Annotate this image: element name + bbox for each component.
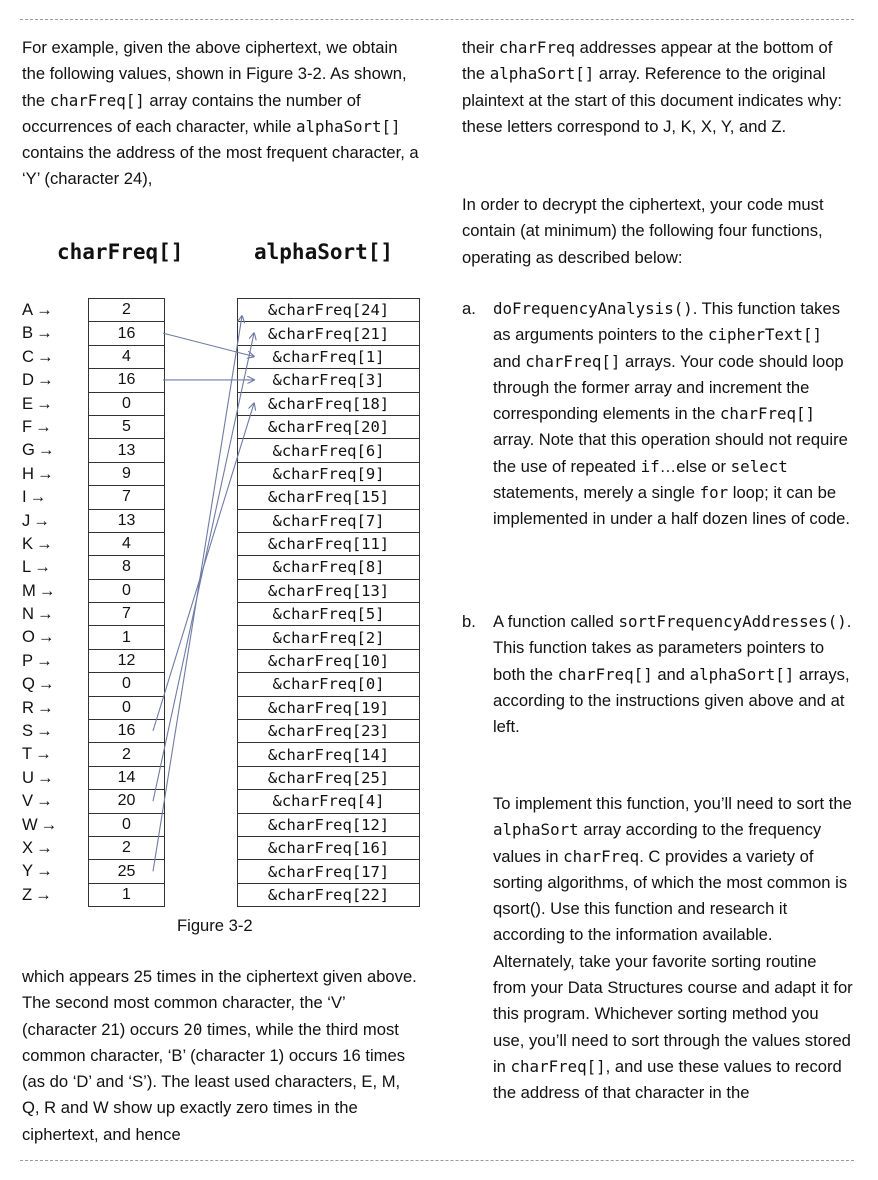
charfreq-cell: 0 bbox=[89, 673, 165, 696]
arrow-right-icon: → bbox=[40, 814, 58, 834]
item-do-frequency-analysis bbox=[493, 296, 853, 533]
letter: B bbox=[22, 323, 34, 343]
text-run: which appears 25 times in the ciphertext given above. The second most common character, the ‘V’ (character 21) occurs bbox=[22, 967, 417, 1039]
text-run: array according to the frequency values in bbox=[493, 820, 822, 866]
text-run: their bbox=[462, 38, 499, 57]
text-run: array. Note that this operation should not require the use of repeated bbox=[493, 430, 848, 476]
letter: S bbox=[22, 721, 34, 741]
letter: J bbox=[22, 510, 31, 530]
code-term: charFreq[] bbox=[719, 404, 816, 424]
alphasort-cell: &charFreq[0] bbox=[238, 673, 420, 696]
code-term: charFreq[] bbox=[525, 351, 621, 371]
charfreq-cell: 4 bbox=[89, 345, 165, 368]
arrow-right-icon: → bbox=[36, 346, 54, 366]
arrow-right-icon: → bbox=[36, 604, 54, 624]
alphasort-cell: &charFreq[24] bbox=[238, 299, 420, 322]
code-term: cipherText[] bbox=[707, 325, 823, 345]
arrow-right-icon: → bbox=[36, 650, 53, 670]
code-term: charFreq[] bbox=[557, 664, 653, 684]
text-run: loop; it can be implemented in under a half dozen lines of code. bbox=[493, 483, 850, 529]
arrow-right-icon: → bbox=[36, 370, 54, 390]
arrow-right-icon: → bbox=[36, 323, 53, 343]
alphasort-cell: &charFreq[21] bbox=[238, 322, 420, 345]
text-run: and bbox=[493, 351, 526, 371]
charfreq-cell: 8 bbox=[89, 556, 165, 579]
text-run: arrays, according to the instructions given above and at left. bbox=[493, 664, 850, 737]
charfreq-heading: charFreq[] bbox=[57, 240, 184, 264]
letter: T bbox=[22, 744, 33, 764]
alphasort-cell: &charFreq[13] bbox=[238, 579, 420, 602]
alphasort-cell: &charFreq[3] bbox=[238, 369, 420, 392]
code-term: charFreq[] bbox=[510, 1056, 606, 1076]
alphasort-cell: &charFreq[16] bbox=[238, 836, 420, 859]
text-run: addresses appear at the bottom of the bbox=[462, 38, 833, 84]
paragraph-bottom-addresses bbox=[462, 35, 854, 140]
letter: L bbox=[22, 557, 32, 577]
code-term: select bbox=[730, 456, 788, 476]
alphasort-cell: &charFreq[5] bbox=[238, 603, 420, 626]
code-term: alphaSort[] bbox=[689, 664, 795, 684]
letter: Z bbox=[22, 884, 33, 904]
letter: P bbox=[22, 650, 34, 670]
pointer-arrow bbox=[163, 333, 254, 356]
arrow-right-icon: → bbox=[37, 627, 55, 647]
text-run: times, while the third most common character, ‘B’ (character 1) occurs 16 times (as do ‘D’ and ‘S’). The least used characters, E, M, Q, R and W show up exactly zero times in the ciphertext, and hence bbox=[22, 1019, 406, 1144]
alphasort-cell: &charFreq[10] bbox=[238, 649, 420, 672]
alphasort-cell: &charFreq[2] bbox=[238, 626, 420, 649]
charfreq-cell: 0 bbox=[89, 813, 165, 836]
alphasort-cell: &charFreq[18] bbox=[238, 392, 420, 415]
list-label-a: a. bbox=[462, 299, 476, 318]
code-term: sortFrequencyAddresses() bbox=[618, 612, 847, 631]
letter: C bbox=[22, 346, 34, 366]
code-term: for bbox=[699, 483, 729, 503]
letter: U bbox=[22, 767, 34, 787]
charfreq-cell: 16 bbox=[89, 322, 165, 345]
alphasort-cell: &charFreq[22] bbox=[238, 883, 420, 906]
alphasort-cell: &charFreq[1] bbox=[238, 345, 420, 368]
code-term: alphaSort[] bbox=[295, 116, 401, 136]
alphasort-cell: &charFreq[19] bbox=[238, 696, 420, 719]
text-run: statements, merely a single bbox=[493, 483, 700, 503]
text-run: In order to decrypt the ciphertext, your code must contain (at minimum) the following four functions, operating as described below: bbox=[462, 195, 824, 267]
letter: Q bbox=[22, 674, 35, 694]
arrow-right-icon: → bbox=[35, 416, 52, 436]
code-term: alphaSort bbox=[493, 820, 579, 840]
charfreq-cell: 4 bbox=[89, 532, 165, 555]
code-term: if bbox=[640, 456, 660, 476]
charfreq-cell: 7 bbox=[89, 486, 165, 509]
item-sort-implementation-notes bbox=[493, 791, 853, 1107]
arrow-right-icon: → bbox=[35, 884, 52, 904]
arrow-right-icon: → bbox=[38, 580, 56, 600]
arrow-right-icon: → bbox=[29, 487, 47, 507]
item-sort-frequency-addresses bbox=[493, 609, 853, 740]
list-label-b: b. bbox=[462, 612, 476, 631]
pointer-arrow bbox=[153, 316, 242, 871]
text-run: For example, given the above ciphertext, we obtain the following values, shown in Figure 3-2. As shown, the bbox=[22, 38, 407, 110]
arrow-right-icon: → bbox=[34, 557, 51, 577]
arrow-right-icon: → bbox=[37, 440, 55, 460]
alphasort-cell: &charFreq[17] bbox=[238, 860, 420, 883]
code-term: charFreq bbox=[563, 846, 640, 866]
text-run: . This function takes as parameters pointers to both the bbox=[493, 612, 852, 684]
letter: I bbox=[22, 487, 27, 507]
text-run: . C provides a variety of sorting algorithms, of which the most common is qsort(). Use this function and research it according to the information available. Alternately, take your favorite sorting routine from your Data Structures course and adapt it for this program. Whichever sorting method you use, you’ll need to sort through the values stored in bbox=[493, 846, 853, 1076]
arrow-right-icon: → bbox=[35, 744, 52, 764]
arrow-right-icon: → bbox=[36, 393, 53, 413]
alphasort-cell: &charFreq[14] bbox=[238, 743, 420, 766]
letter: D bbox=[22, 370, 34, 390]
charfreq-cell: 7 bbox=[89, 603, 165, 626]
alphasort-cell: &charFreq[20] bbox=[238, 415, 420, 438]
arrow-right-icon: → bbox=[36, 721, 53, 741]
charfreq-cell: 16 bbox=[89, 369, 165, 392]
text-run: …else or bbox=[659, 456, 731, 476]
alphasort-cell: &charFreq[11] bbox=[238, 532, 420, 555]
letter: E bbox=[22, 393, 34, 413]
charfreq-cell: 20 bbox=[89, 790, 165, 813]
code-term: doFrequencyAnalysis() bbox=[493, 299, 693, 318]
alphasort-heading: alphaSort[] bbox=[254, 240, 394, 264]
alphasort-cell: &charFreq[4] bbox=[238, 790, 420, 813]
charfreq-cell: 13 bbox=[89, 439, 165, 462]
alphasort-cell: &charFreq[9] bbox=[238, 462, 420, 485]
arrow-right-icon: → bbox=[36, 767, 54, 787]
letter: O bbox=[22, 627, 35, 647]
charfreq-cell: 1 bbox=[89, 883, 165, 906]
charfreq-cell: 1 bbox=[89, 626, 165, 649]
text-run: and bbox=[652, 664, 690, 684]
letter: G bbox=[22, 440, 35, 460]
alphasort-cell: &charFreq[7] bbox=[238, 509, 420, 532]
arrow-right-icon: → bbox=[37, 674, 55, 694]
charfreq-cell: 16 bbox=[89, 720, 165, 743]
arrow-right-icon: → bbox=[36, 463, 54, 483]
letter: A bbox=[22, 300, 34, 319]
arrow-right-icon: → bbox=[36, 837, 53, 857]
text-run: To implement this function, you’ll need to sort the bbox=[493, 794, 852, 813]
charfreq-cell: 2 bbox=[89, 836, 165, 859]
arrow-right-icon: → bbox=[33, 510, 50, 530]
text-run: , and use these values to record the address of that character in the bbox=[493, 1056, 842, 1103]
text-run: . This function takes as arguments pointers to the bbox=[493, 299, 841, 345]
arrow-right-icon: → bbox=[36, 300, 53, 319]
charfreq-cell: 0 bbox=[89, 392, 165, 415]
paragraph-frequency-explanation bbox=[22, 964, 422, 1148]
charfreq-cell: 13 bbox=[89, 509, 165, 532]
arrow-right-icon: → bbox=[36, 697, 54, 717]
alphasort-cell: &charFreq[23] bbox=[238, 720, 420, 743]
charfreq-cell: 9 bbox=[89, 462, 165, 485]
letter: M bbox=[22, 580, 36, 600]
letter: R bbox=[22, 697, 34, 717]
letter: X bbox=[22, 837, 34, 857]
charfreq-cell: 2 bbox=[89, 299, 165, 322]
alphasort-cell: &charFreq[6] bbox=[238, 439, 420, 462]
code-term: charFreq bbox=[498, 38, 575, 57]
paragraph-required-functions bbox=[462, 192, 854, 271]
arrow-right-icon: → bbox=[36, 533, 53, 553]
charfreq-cell: 0 bbox=[89, 579, 165, 602]
letter: Y bbox=[22, 861, 34, 881]
figure-caption: Figure 3-2 bbox=[177, 916, 253, 935]
letter: W bbox=[22, 814, 38, 834]
charfreq-cell: 12 bbox=[89, 649, 165, 672]
letter: V bbox=[22, 791, 34, 811]
letter: K bbox=[22, 533, 34, 553]
charfreq-cell: 25 bbox=[89, 860, 165, 883]
arrow-right-icon: → bbox=[36, 861, 53, 881]
alphasort-cell: &charFreq[8] bbox=[238, 556, 420, 579]
letter: F bbox=[22, 416, 33, 436]
code-term: alphaSort[] bbox=[489, 64, 595, 84]
text-run: array contains the number of occurrences of each character, while bbox=[22, 90, 361, 136]
letter: N bbox=[22, 604, 34, 624]
alphasort-cell: &charFreq[12] bbox=[238, 813, 420, 836]
charfreq-cell: 2 bbox=[89, 743, 165, 766]
code-term: charFreq[] bbox=[49, 90, 145, 110]
charfreq-cell: 5 bbox=[89, 415, 165, 438]
code-term: 20 bbox=[183, 1019, 203, 1039]
charfreq-cell: 0 bbox=[89, 696, 165, 719]
charfreq-cell: 14 bbox=[89, 766, 165, 789]
letter: H bbox=[22, 463, 34, 483]
text-run: A function called bbox=[493, 612, 619, 631]
pointer-arrow bbox=[153, 333, 254, 801]
alphasort-cell: &charFreq[15] bbox=[238, 486, 420, 509]
arrow-right-icon: → bbox=[36, 791, 53, 811]
alphasort-cell: &charFreq[25] bbox=[238, 766, 420, 789]
text-run: contains the address of the most frequent character, a ‘Y’ (character 24), bbox=[22, 143, 419, 189]
text-run: arrays. Your code should loop through the former array and increment the corresponding elements in the bbox=[493, 351, 844, 424]
text-run: array. Reference to the original plaintext at the start of this document indicates why: these letters correspond to J, K, X, Y, and Z. bbox=[462, 64, 843, 136]
bottom-dashed-rule bbox=[20, 1160, 854, 1161]
